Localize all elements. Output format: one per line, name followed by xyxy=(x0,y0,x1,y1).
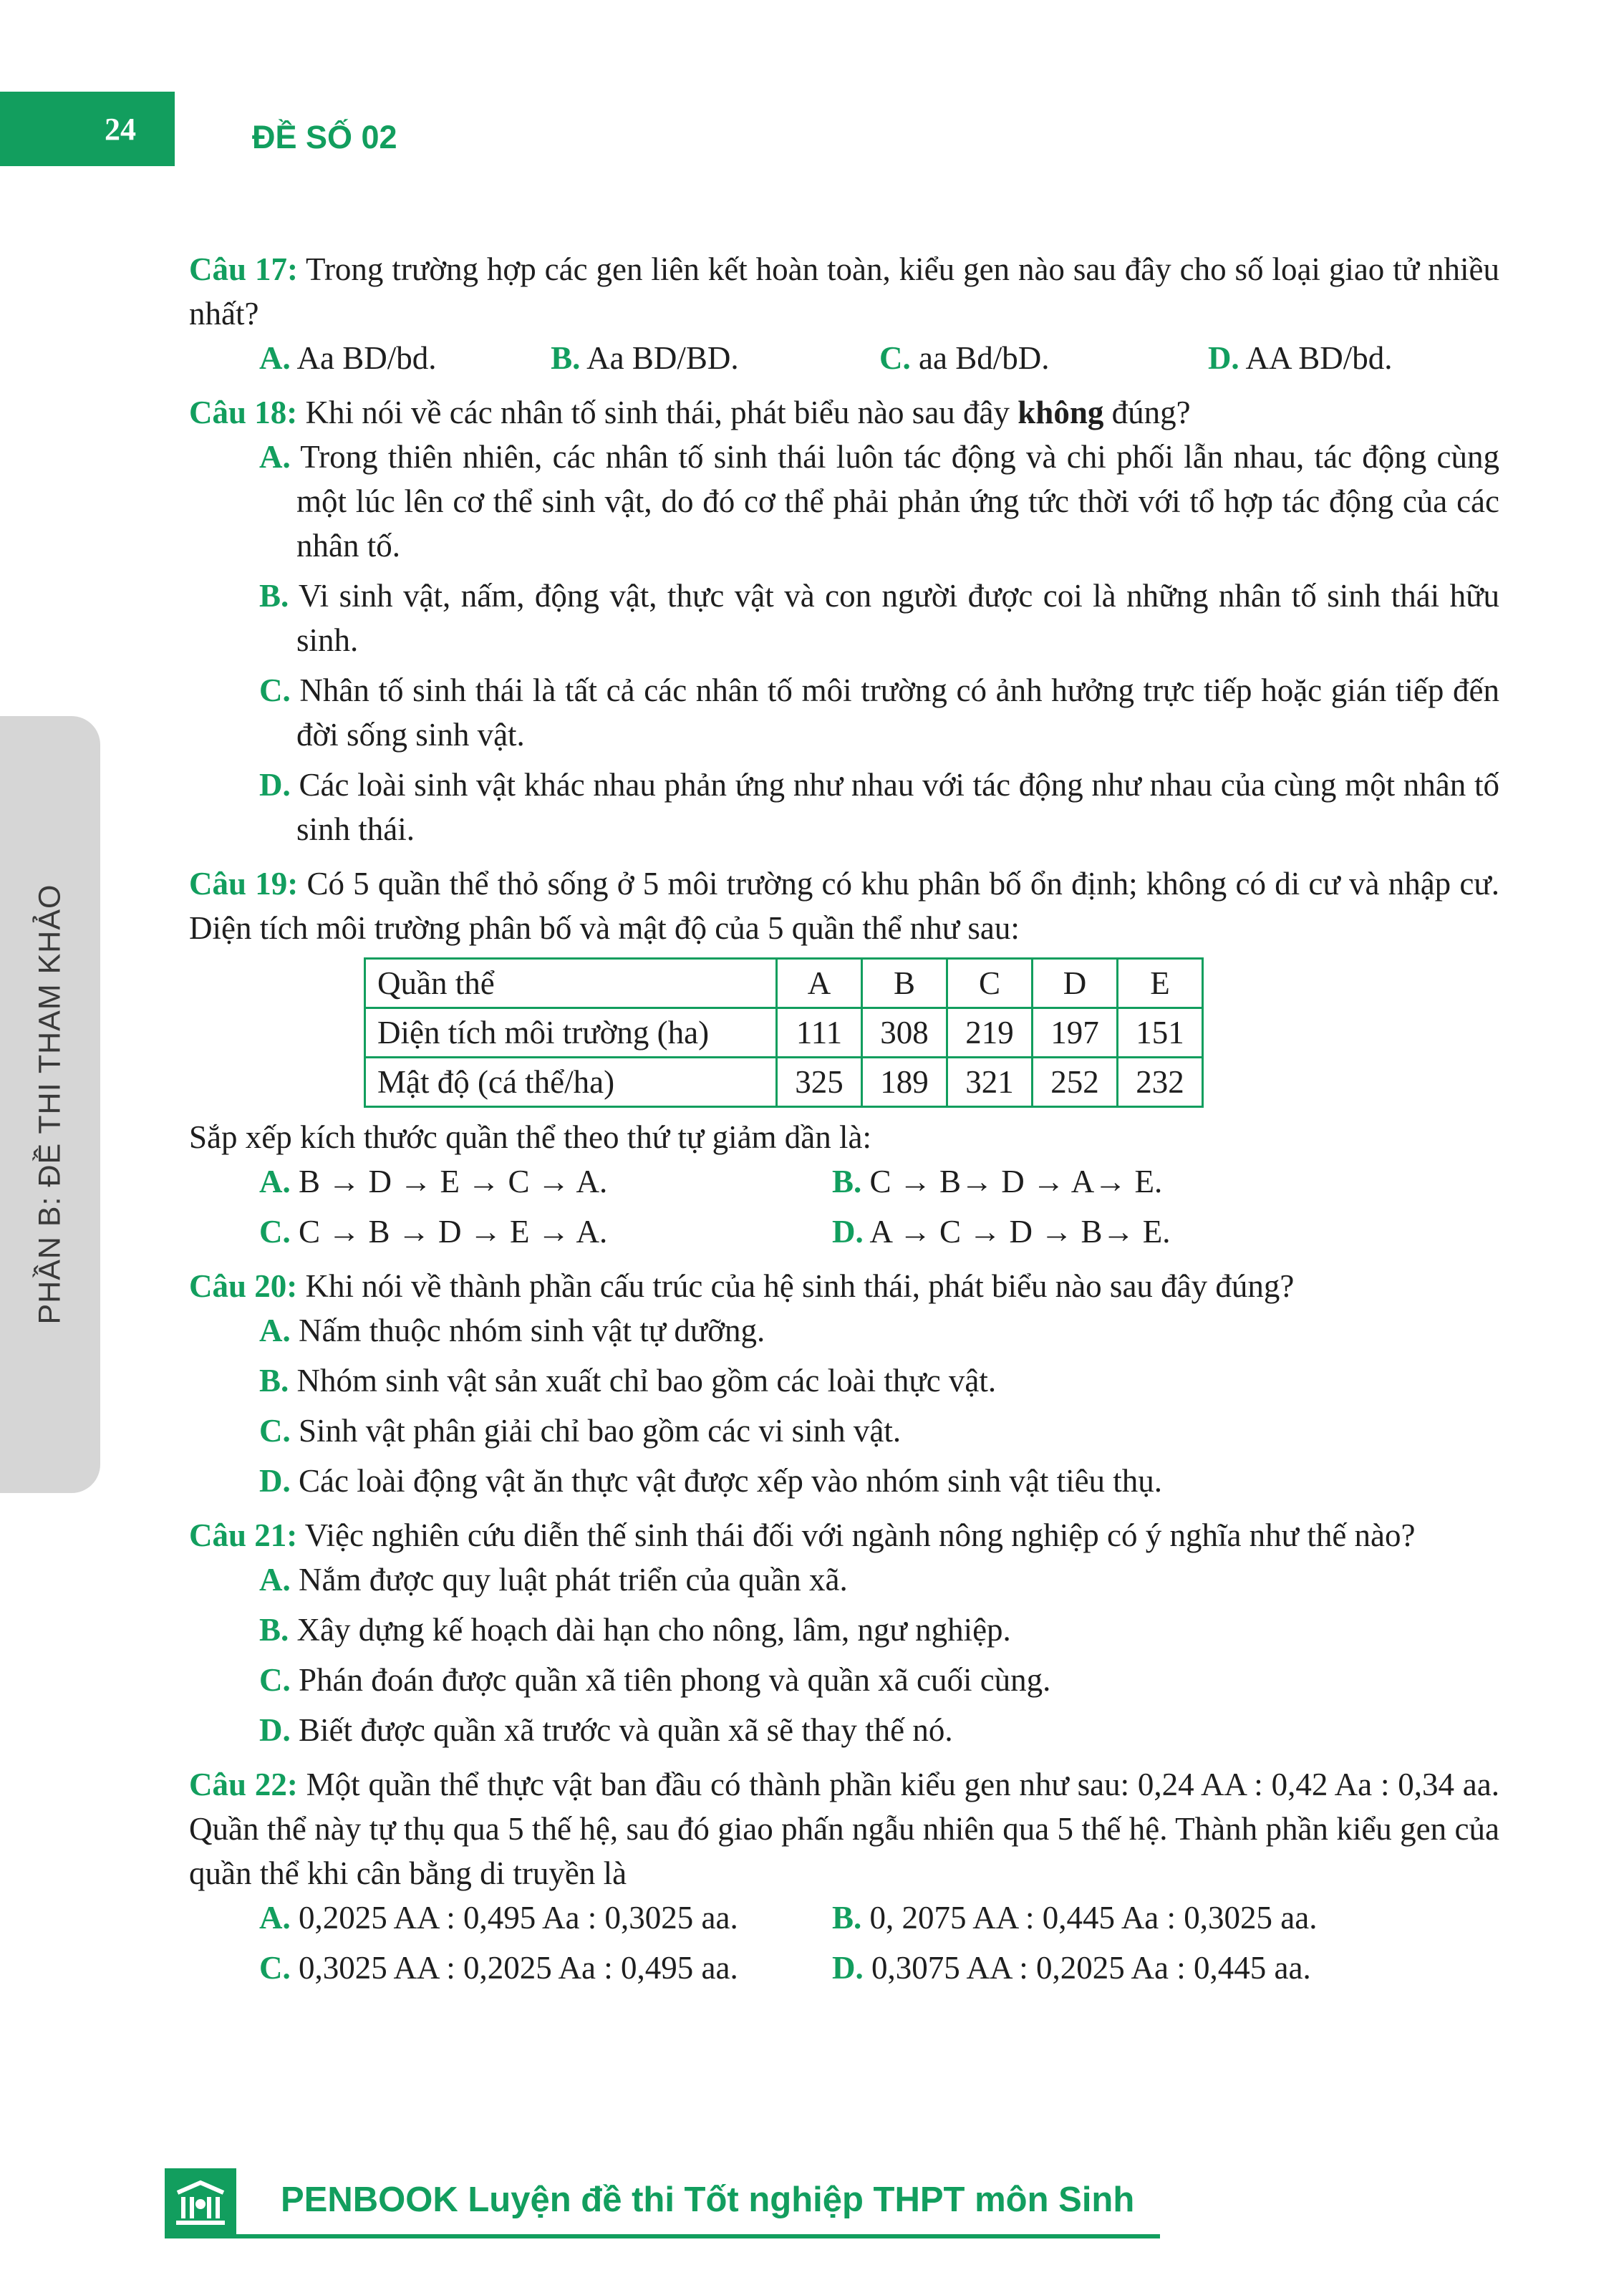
question-label: Câu 19: xyxy=(189,866,299,902)
option-d: D. 0,3075 AA : 0,2025 Aa : 0,445 aa. xyxy=(832,1950,1311,1986)
option-c: C. 0,3025 AA : 0,2025 Aa : 0,495 aa. xyxy=(259,1950,738,1986)
question-label: Câu 18: xyxy=(189,395,298,430)
option-b: B. 0, 2075 AA : 0,445 Aa : 0,3025 aa. xyxy=(832,1900,1318,1936)
option-c: C. Sinh vật phân giải chỉ bao gồm các vi sinh vật. xyxy=(259,1413,902,1449)
option-d: D. Các loài sinh vật khác nhau phản ứng như nhau với tác động như nhau của cùng một nhân tố sinh thái. xyxy=(259,767,1499,847)
question-20: Câu 20: Khi nói về thành phần cấu trúc của hệ sinh thái, phát biểu nào sau đây đúng? A. Nấm thuộc nhóm sinh vật tự dưỡng. B. Nhóm sinh vật sản xuất chỉ bao gồm các loài thực vật. C. Sinh vật phân giải chỉ bao gồm các vi sinh vật. D. Các loài động vật ăn thực vật được xếp vào nhóm sinh vật tiêu thụ. xyxy=(189,1264,1499,1503)
question-label: Câu 21: xyxy=(189,1517,298,1553)
option-a: A. Nấm thuộc nhóm sinh vật tự dưỡng. xyxy=(259,1313,765,1348)
question-18: Câu 18: Khi nói về các nhân tố sinh thái, phát biểu nào sau đây không đúng? A. Trong thiên nhiên, các nhân tố sinh thái luôn tác động và chi phối lẫn nhau, tác động cùng một lúc lên cơ thể sinh vật, do đó cơ thể phải phản ứng tức thời với tổ hợp tác động của các nhân tố. B. Vi sinh vật, nấm, động vật, thực vật và con người được coi là những nhân tố sinh thái hữu sinh. C. Nhân tố sinh thái là tất cả các nhân tố môi trường có ảnh hưởng trực tiếp hoặc gián tiếp đến đời sống sinh vật. D. Các loài sinh vật khác nhau phản ứng như nhau với tác động như nhau của cùng một nhân tố sinh thái. xyxy=(189,390,1499,851)
option-b: B. Vi sinh vật, nấm, động vật, thực vật và con người được coi là những nhân tố sinh thái hữu sinh. xyxy=(259,578,1499,658)
option-b: B. Aa BD/BD. xyxy=(551,340,739,376)
question-label: Câu 22: xyxy=(189,1767,298,1802)
option-b: B. Xây dựng kế hoạch dài hạn cho nông, lâm, ngư nghiệp. xyxy=(259,1612,1011,1648)
option-b: B. C → B→ D → A→ E. xyxy=(832,1164,1163,1199)
question-17 xyxy=(189,247,1499,380)
option-c: C. Nhân tố sinh thái là tất cả các nhân tố môi trường có ảnh hưởng trực tiếp hoặc gián tiếp đến đời sống sinh vật. xyxy=(259,672,1499,753)
question-22: Câu 22: Một quần thể thực vật ban đầu có thành phần kiểu gen như sau: 0,24 AA : 0,42 Aa : 0,34 aa. Quần thể này tự thụ qua 5 thế hệ, sau đó giao phấn ngẫu nhiên qua 5 thế hệ. Thành phần kiểu gen của quần thể khi cân bằng di truyền là A. 0,2025 AA : 0,495 Aa : 0,3025 aa. B. 0, 2075 AA : 0,445 Aa : 0,3025 aa. C. 0,3025 AA : 0,2025 Aa : 0,495 aa. D. 0,3075 AA : 0,2025 Aa : 0,445 aa. xyxy=(189,1762,1499,1990)
side-section-label: PHẦN B: ĐỀ THI THAM KHẢO xyxy=(32,884,67,1325)
footer-title: PENBOOK Luyện đề thi Tốt nghiệp THPT môn Sinh xyxy=(281,2180,1135,2219)
question-21: Câu 21: Việc nghiên cứu diễn thế sinh thái đối với ngành nông nghiệp có ý nghĩa như thế nào? A. Nắm được quy luật phát triển của quần xã. B. Xây dựng kế hoạch dài hạn cho nông, lâm, ngư nghiệp. C. Phán đoán được quần xã tiên phong và quần xã cuối cùng. D. Biết được quần xã trước và quần xã sẽ thay thế nó. xyxy=(189,1513,1499,1752)
question-19: Câu 19: Có 5 quần thể thỏ sống ở 5 môi trường có khu phân bố ổn định; không có di cư và nhập cư. Diện tích môi trường phân bố và mật độ của 5 quần thể như sau: Quần thể A B C D E Diện tích môi trường (ha) 111 308 219 197 151 Mật độ (cá thể/ha) 325 189 321 252 232 Sắp xếp kích thước quần thể theo thứ tự giảm dần là: A. B → D → E → C → A. B. C → B→ D → A→ E. C. C → B → D → E → A. D. A → C → D → B→ E. xyxy=(189,861,1499,1254)
options-row xyxy=(189,336,1499,380)
option-a: A. 0,2025 AA : 0,495 Aa : 0,3025 aa. xyxy=(259,1900,738,1936)
emphasis-text: không xyxy=(1018,395,1104,430)
option-a: A. Nắm được quy luật phát triển của quần xã. xyxy=(259,1562,848,1598)
population-table xyxy=(364,957,1204,1108)
question-prompt: Sắp xếp kích thước quần thể theo thứ tự giảm dần là: xyxy=(189,1119,871,1155)
option-a: A. Trong thiên nhiên, các nhân tố sinh thái luôn tác động và chi phối lẫn nhau, tác động cùng một lúc lên cơ thể sinh vật, do đó cơ thể phải phản ứng tức thời với tổ hợp tác động của các nhân tố. xyxy=(259,439,1499,564)
option-d: D. A → C → D → B→ E. xyxy=(832,1214,1171,1250)
side-section-tab xyxy=(0,716,100,1493)
option-d: D. AA BD/bd. xyxy=(1207,340,1393,376)
table-row: Diện tích môi trường (ha) 111 308 219 197 151 xyxy=(365,1008,1203,1058)
option-a: A. Aa BD/bd. xyxy=(259,340,437,376)
option-c: C. aa Bd/bD. xyxy=(879,340,1050,376)
question-text: Trong trường hợp các gen liên kết hoàn toàn, kiểu gen nào sau đây cho số loại giao tử nhiều nhất? xyxy=(189,251,1500,332)
table-header-row: Quần thể A B C D E xyxy=(365,959,1203,1008)
question-label: Câu 17: xyxy=(189,251,298,287)
book-logo-icon xyxy=(165,2168,236,2238)
footer-divider xyxy=(165,2234,1160,2238)
questions-content xyxy=(189,247,1499,2000)
table-row: Mật độ (cá thể/ha) 325 189 321 252 232 xyxy=(365,1058,1203,1107)
option-d: D. Biết được quần xã trước và quần xã sẽ thay thế nó. xyxy=(259,1712,953,1748)
options-grid xyxy=(189,1895,1499,1990)
options-grid xyxy=(189,1159,1499,1254)
page-number: 24 xyxy=(0,92,175,166)
option-b: B. Nhóm sinh vật sản xuất chỉ bao gồm các loài thực vật. xyxy=(259,1363,997,1399)
question-label: Câu 20: xyxy=(189,1268,298,1304)
option-c: C. Phán đoán được quần xã tiên phong và quần xã cuối cùng. xyxy=(259,1662,1051,1698)
option-c: C. C → B → D → E → A. xyxy=(259,1214,608,1250)
option-d: D. Các loài động vật ăn thực vật được xếp vào nhóm sinh vật tiêu thụ. xyxy=(259,1463,1163,1499)
exam-code-heading: ĐỀ SỐ 02 xyxy=(252,119,397,155)
option-a: A. B → D → E → C → A. xyxy=(259,1164,608,1199)
